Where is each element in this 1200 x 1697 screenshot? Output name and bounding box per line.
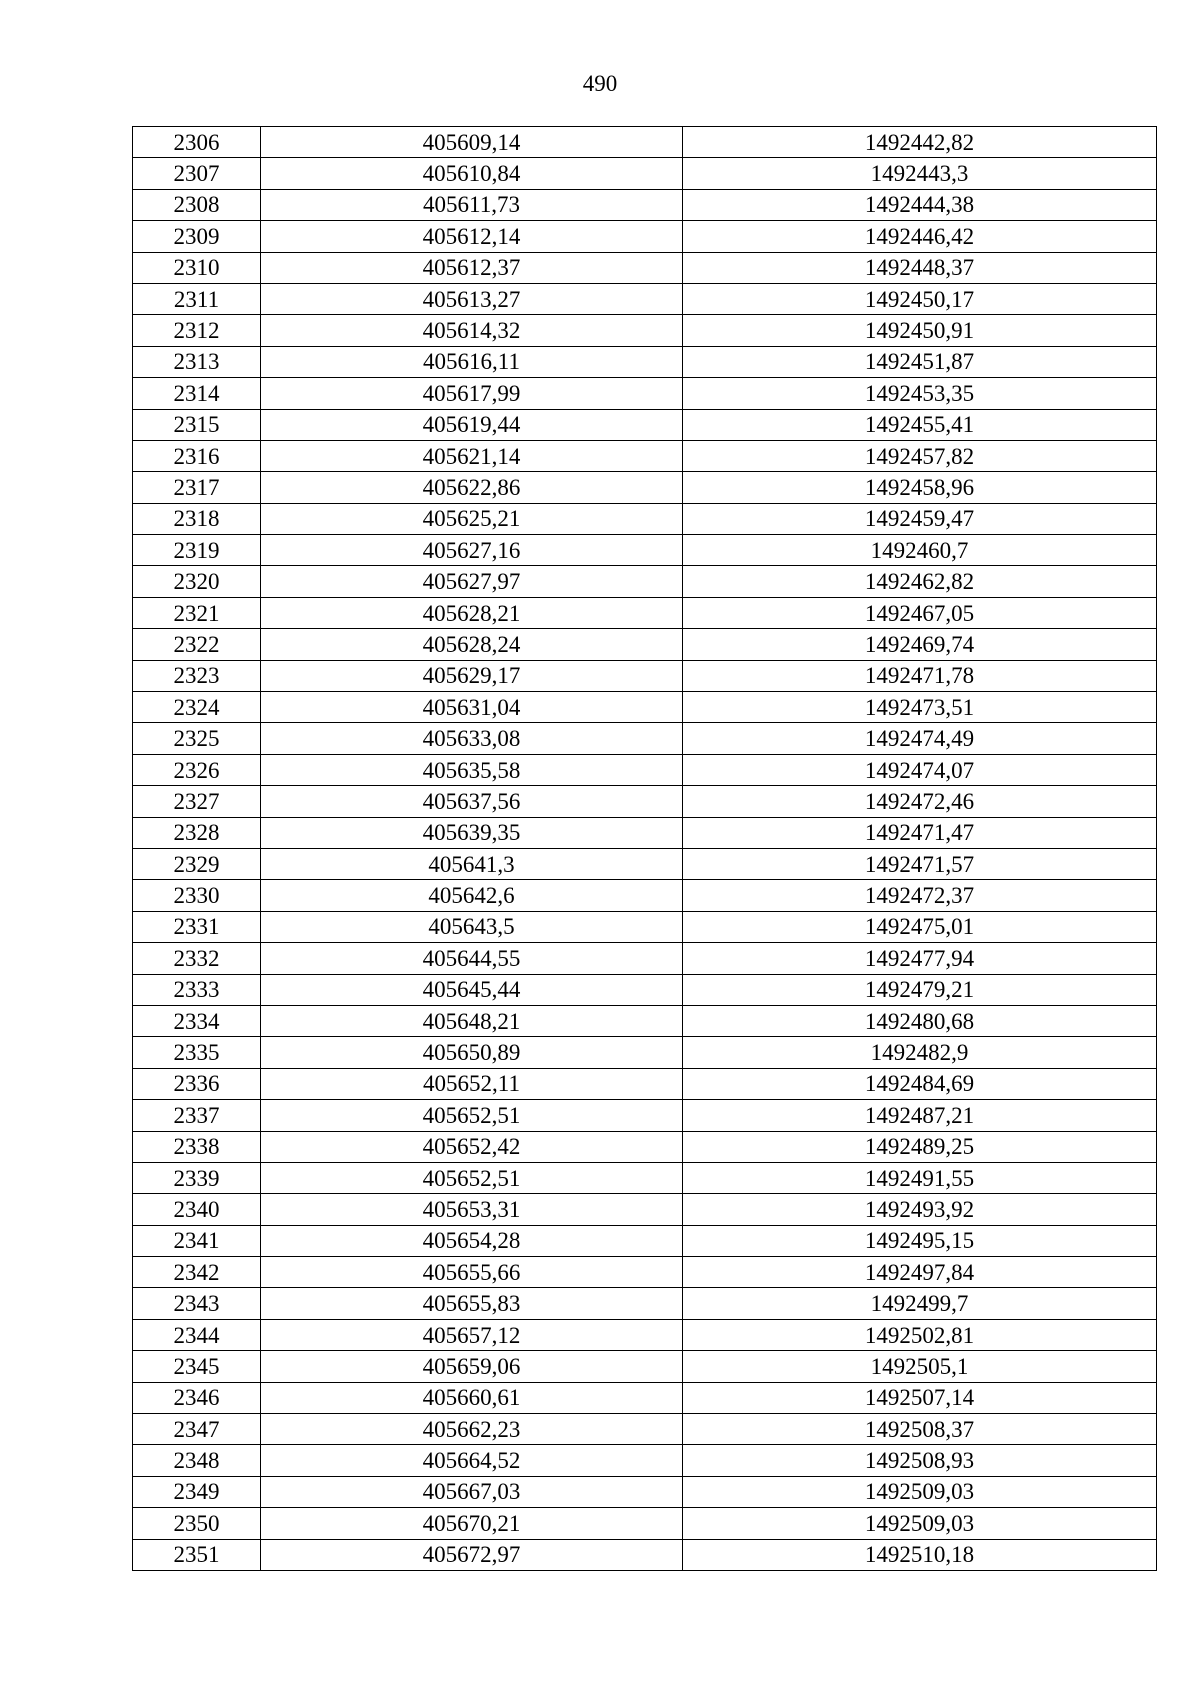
x-coordinate-cell: 405639,35 bbox=[261, 817, 683, 848]
y-coordinate-cell: 1492444,38 bbox=[683, 189, 1157, 220]
x-coordinate-cell: 405627,16 bbox=[261, 535, 683, 566]
y-coordinate-cell: 1492450,17 bbox=[683, 283, 1157, 314]
table-row bbox=[133, 1194, 1157, 1225]
x-coordinate-cell: 405614,32 bbox=[261, 315, 683, 346]
point-number-cell: 2311 bbox=[133, 283, 261, 314]
y-coordinate-cell: 1492499,7 bbox=[683, 1288, 1157, 1319]
x-coordinate-cell: 405645,44 bbox=[261, 974, 683, 1005]
table-row bbox=[133, 1539, 1157, 1570]
table-row bbox=[133, 409, 1157, 440]
y-coordinate-cell: 1492480,68 bbox=[683, 1005, 1157, 1036]
x-coordinate-cell: 405622,86 bbox=[261, 472, 683, 503]
y-coordinate-cell: 1492505,1 bbox=[683, 1351, 1157, 1382]
table-row bbox=[133, 378, 1157, 409]
y-coordinate-cell: 1492472,37 bbox=[683, 880, 1157, 911]
point-number-cell: 2349 bbox=[133, 1476, 261, 1507]
table-row bbox=[133, 1476, 1157, 1507]
table-row bbox=[133, 440, 1157, 471]
table-row bbox=[133, 1037, 1157, 1068]
point-number-cell: 2320 bbox=[133, 566, 261, 597]
table-row bbox=[133, 221, 1157, 252]
table-row bbox=[133, 189, 1157, 220]
x-coordinate-cell: 405652,11 bbox=[261, 1068, 683, 1099]
table-row bbox=[133, 1382, 1157, 1413]
point-number-cell: 2339 bbox=[133, 1162, 261, 1193]
y-coordinate-cell: 1492453,35 bbox=[683, 378, 1157, 409]
point-number-cell: 2334 bbox=[133, 1005, 261, 1036]
x-coordinate-cell: 405612,14 bbox=[261, 221, 683, 252]
coordinates-table bbox=[132, 126, 1157, 1571]
table-row bbox=[133, 723, 1157, 754]
table-row bbox=[133, 1508, 1157, 1539]
x-coordinate-cell: 405627,97 bbox=[261, 566, 683, 597]
x-coordinate-cell: 405667,03 bbox=[261, 1476, 683, 1507]
point-number-cell: 2322 bbox=[133, 629, 261, 660]
x-coordinate-cell: 405616,11 bbox=[261, 346, 683, 377]
point-number-cell: 2323 bbox=[133, 660, 261, 691]
table-row bbox=[133, 880, 1157, 911]
x-coordinate-cell: 405655,83 bbox=[261, 1288, 683, 1319]
point-number-cell: 2325 bbox=[133, 723, 261, 754]
x-coordinate-cell: 405641,3 bbox=[261, 848, 683, 879]
table-row bbox=[133, 503, 1157, 534]
x-coordinate-cell: 405650,89 bbox=[261, 1037, 683, 1068]
y-coordinate-cell: 1492446,42 bbox=[683, 221, 1157, 252]
x-coordinate-cell: 405652,42 bbox=[261, 1131, 683, 1162]
y-coordinate-cell: 1492510,18 bbox=[683, 1539, 1157, 1570]
table-row bbox=[133, 1068, 1157, 1099]
x-coordinate-cell: 405653,31 bbox=[261, 1194, 683, 1225]
x-coordinate-cell: 405648,21 bbox=[261, 1005, 683, 1036]
point-number-cell: 2348 bbox=[133, 1445, 261, 1476]
table-row bbox=[133, 346, 1157, 377]
point-number-cell: 2324 bbox=[133, 692, 261, 723]
x-coordinate-cell: 405610,84 bbox=[261, 158, 683, 189]
point-number-cell: 2333 bbox=[133, 974, 261, 1005]
x-coordinate-cell: 405655,66 bbox=[261, 1257, 683, 1288]
point-number-cell: 2329 bbox=[133, 848, 261, 879]
x-coordinate-cell: 405662,23 bbox=[261, 1414, 683, 1445]
point-number-cell: 2313 bbox=[133, 346, 261, 377]
y-coordinate-cell: 1492474,49 bbox=[683, 723, 1157, 754]
table-row bbox=[133, 472, 1157, 503]
y-coordinate-cell: 1492482,9 bbox=[683, 1037, 1157, 1068]
table-row bbox=[133, 597, 1157, 628]
x-coordinate-cell: 405659,06 bbox=[261, 1351, 683, 1382]
x-coordinate-cell: 405635,58 bbox=[261, 754, 683, 785]
point-number-cell: 2343 bbox=[133, 1288, 261, 1319]
point-number-cell: 2346 bbox=[133, 1382, 261, 1413]
point-number-cell: 2328 bbox=[133, 817, 261, 848]
table-row bbox=[133, 660, 1157, 691]
table-row bbox=[133, 1005, 1157, 1036]
coordinates-table-body bbox=[133, 127, 1157, 1571]
y-coordinate-cell: 1492475,01 bbox=[683, 911, 1157, 942]
point-number-cell: 2351 bbox=[133, 1539, 261, 1570]
table-row bbox=[133, 1100, 1157, 1131]
point-number-cell: 2310 bbox=[133, 252, 261, 283]
table-row bbox=[133, 943, 1157, 974]
y-coordinate-cell: 1492491,55 bbox=[683, 1162, 1157, 1193]
y-coordinate-cell: 1492448,37 bbox=[683, 252, 1157, 283]
y-coordinate-cell: 1492502,81 bbox=[683, 1319, 1157, 1350]
y-coordinate-cell: 1492508,37 bbox=[683, 1414, 1157, 1445]
point-number-cell: 2315 bbox=[133, 409, 261, 440]
table-row bbox=[133, 283, 1157, 314]
point-number-cell: 2332 bbox=[133, 943, 261, 974]
point-number-cell: 2344 bbox=[133, 1319, 261, 1350]
table-row bbox=[133, 566, 1157, 597]
table-row bbox=[133, 1445, 1157, 1476]
point-number-cell: 2306 bbox=[133, 127, 261, 158]
x-coordinate-cell: 405644,55 bbox=[261, 943, 683, 974]
table-row bbox=[133, 1162, 1157, 1193]
page-number: 490 bbox=[582, 71, 618, 96]
table-row bbox=[133, 1131, 1157, 1162]
x-coordinate-cell: 405672,97 bbox=[261, 1539, 683, 1570]
point-number-cell: 2317 bbox=[133, 472, 261, 503]
x-coordinate-cell: 405633,08 bbox=[261, 723, 683, 754]
point-number-cell: 2326 bbox=[133, 754, 261, 785]
x-coordinate-cell: 405637,56 bbox=[261, 786, 683, 817]
y-coordinate-cell: 1492459,47 bbox=[683, 503, 1157, 534]
y-coordinate-cell: 1492509,03 bbox=[683, 1476, 1157, 1507]
y-coordinate-cell: 1492471,78 bbox=[683, 660, 1157, 691]
table-row bbox=[133, 1351, 1157, 1382]
point-number-cell: 2341 bbox=[133, 1225, 261, 1256]
x-coordinate-cell: 405612,37 bbox=[261, 252, 683, 283]
table-row bbox=[133, 1225, 1157, 1256]
point-number-cell: 2335 bbox=[133, 1037, 261, 1068]
point-number-cell: 2338 bbox=[133, 1131, 261, 1162]
y-coordinate-cell: 1492508,93 bbox=[683, 1445, 1157, 1476]
y-coordinate-cell: 1492484,69 bbox=[683, 1068, 1157, 1099]
x-coordinate-cell: 405613,27 bbox=[261, 283, 683, 314]
y-coordinate-cell: 1492471,47 bbox=[683, 817, 1157, 848]
y-coordinate-cell: 1492467,05 bbox=[683, 597, 1157, 628]
point-number-cell: 2327 bbox=[133, 786, 261, 817]
x-coordinate-cell: 405642,6 bbox=[261, 880, 683, 911]
y-coordinate-cell: 1492487,21 bbox=[683, 1100, 1157, 1131]
table-row bbox=[133, 848, 1157, 879]
y-coordinate-cell: 1492474,07 bbox=[683, 754, 1157, 785]
y-coordinate-cell: 1492477,94 bbox=[683, 943, 1157, 974]
y-coordinate-cell: 1492495,15 bbox=[683, 1225, 1157, 1256]
x-coordinate-cell: 405652,51 bbox=[261, 1100, 683, 1131]
table-row bbox=[133, 974, 1157, 1005]
x-coordinate-cell: 405617,99 bbox=[261, 378, 683, 409]
x-coordinate-cell: 405629,17 bbox=[261, 660, 683, 691]
y-coordinate-cell: 1492450,91 bbox=[683, 315, 1157, 346]
point-number-cell: 2337 bbox=[133, 1100, 261, 1131]
point-number-cell: 2342 bbox=[133, 1257, 261, 1288]
y-coordinate-cell: 1492457,82 bbox=[683, 440, 1157, 471]
x-coordinate-cell: 405611,73 bbox=[261, 189, 683, 220]
y-coordinate-cell: 1492489,25 bbox=[683, 1131, 1157, 1162]
point-number-cell: 2314 bbox=[133, 378, 261, 409]
y-coordinate-cell: 1492493,92 bbox=[683, 1194, 1157, 1225]
x-coordinate-cell: 405631,04 bbox=[261, 692, 683, 723]
point-number-cell: 2345 bbox=[133, 1351, 261, 1382]
table-row bbox=[133, 535, 1157, 566]
point-number-cell: 2316 bbox=[133, 440, 261, 471]
table-row bbox=[133, 252, 1157, 283]
x-coordinate-cell: 405643,5 bbox=[261, 911, 683, 942]
x-coordinate-cell: 405670,21 bbox=[261, 1508, 683, 1539]
table-row bbox=[133, 786, 1157, 817]
x-coordinate-cell: 405625,21 bbox=[261, 503, 683, 534]
table-row bbox=[133, 127, 1157, 158]
y-coordinate-cell: 1492473,51 bbox=[683, 692, 1157, 723]
table-row bbox=[133, 692, 1157, 723]
y-coordinate-cell: 1492479,21 bbox=[683, 974, 1157, 1005]
y-coordinate-cell: 1492460,7 bbox=[683, 535, 1157, 566]
point-number-cell: 2307 bbox=[133, 158, 261, 189]
y-coordinate-cell: 1492472,46 bbox=[683, 786, 1157, 817]
table-row bbox=[133, 1414, 1157, 1445]
table-row bbox=[133, 911, 1157, 942]
point-number-cell: 2312 bbox=[133, 315, 261, 346]
table-row bbox=[133, 754, 1157, 785]
y-coordinate-cell: 1492455,41 bbox=[683, 409, 1157, 440]
point-number-cell: 2318 bbox=[133, 503, 261, 534]
x-coordinate-cell: 405621,14 bbox=[261, 440, 683, 471]
point-number-cell: 2309 bbox=[133, 221, 261, 252]
y-coordinate-cell: 1492458,96 bbox=[683, 472, 1157, 503]
x-coordinate-cell: 405654,28 bbox=[261, 1225, 683, 1256]
point-number-cell: 2340 bbox=[133, 1194, 261, 1225]
point-number-cell: 2308 bbox=[133, 189, 261, 220]
table-row bbox=[133, 1257, 1157, 1288]
x-coordinate-cell: 405628,21 bbox=[261, 597, 683, 628]
y-coordinate-cell: 1492497,84 bbox=[683, 1257, 1157, 1288]
point-number-cell: 2350 bbox=[133, 1508, 261, 1539]
point-number-cell: 2330 bbox=[133, 880, 261, 911]
table-row bbox=[133, 629, 1157, 660]
table-row bbox=[133, 1288, 1157, 1319]
x-coordinate-cell: 405652,51 bbox=[261, 1162, 683, 1193]
x-coordinate-cell: 405628,24 bbox=[261, 629, 683, 660]
table-row bbox=[133, 1319, 1157, 1350]
y-coordinate-cell: 1492507,14 bbox=[683, 1382, 1157, 1413]
table-row bbox=[133, 158, 1157, 189]
y-coordinate-cell: 1492471,57 bbox=[683, 848, 1157, 879]
point-number-cell: 2319 bbox=[133, 535, 261, 566]
x-coordinate-cell: 405619,44 bbox=[261, 409, 683, 440]
y-coordinate-cell: 1492442,82 bbox=[683, 127, 1157, 158]
y-coordinate-cell: 1492509,03 bbox=[683, 1508, 1157, 1539]
x-coordinate-cell: 405664,52 bbox=[261, 1445, 683, 1476]
point-number-cell: 2331 bbox=[133, 911, 261, 942]
x-coordinate-cell: 405660,61 bbox=[261, 1382, 683, 1413]
x-coordinate-cell: 405609,14 bbox=[261, 127, 683, 158]
y-coordinate-cell: 1492443,3 bbox=[683, 158, 1157, 189]
y-coordinate-cell: 1492469,74 bbox=[683, 629, 1157, 660]
point-number-cell: 2321 bbox=[133, 597, 261, 628]
x-coordinate-cell: 405657,12 bbox=[261, 1319, 683, 1350]
table-row bbox=[133, 817, 1157, 848]
point-number-cell: 2347 bbox=[133, 1414, 261, 1445]
y-coordinate-cell: 1492462,82 bbox=[683, 566, 1157, 597]
point-number-cell: 2336 bbox=[133, 1068, 261, 1099]
y-coordinate-cell: 1492451,87 bbox=[683, 346, 1157, 377]
table-row bbox=[133, 315, 1157, 346]
